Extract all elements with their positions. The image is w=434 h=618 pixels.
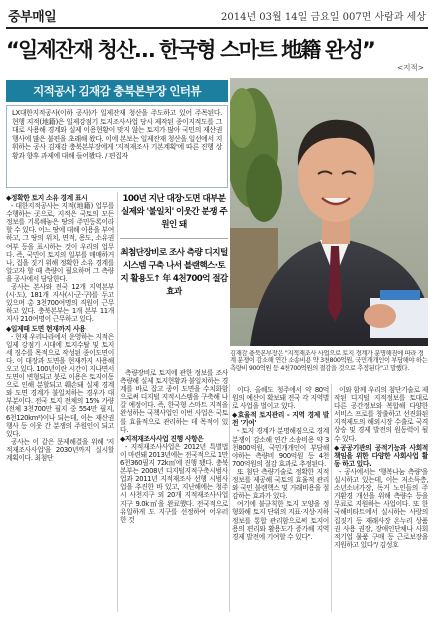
body-paragraph: - 대한지적공사는 지적(地籍) 업무를 수행하는 곳으로, 지적은 국토의 모든 정보를 기록해놓은 땅의 주민등록이라 할 수 있다. 어느 땅에 대해 이용을 부여하고, 그 땅의 위치, 면적, 용도, 소유권 여부 등을 표시하는 것이 우리의 업무다. 즉, 국민이 토지의 일부를 매매하거나, 집을 짓기 위해 정확한 소유 경계를 알고자 할 때 측량이 필요하며 그 측량을 공사에서 담당한다. [6, 202, 114, 283]
column-rule [229, 384, 230, 612]
section-subhead: ◆효율적 토지관리 - 지역 경제 발전 '기여' [232, 411, 329, 428]
dateline: 2014년 03월 14일 금요일 007면 사람과 세상 [221, 12, 426, 23]
interview-photo [230, 78, 428, 346]
pull-quote-1: 100년 지난 대장·도면 대부분 실제와 '불일치' 이웃간 분쟁 주원인 돼 [120, 193, 228, 239]
section-subhead: ◆공공기관의 공적기능과 사회적 책임을 위한 다양한 사회사업 활동 하고 있다. [334, 443, 428, 468]
body-paragraph: 이다. 올해도 청주에서 약 80억 원의 예산이 확보돼 전국 각 지역별로 사업을 벌이고 있다. [232, 386, 329, 411]
body-column-4 [334, 386, 428, 613]
section-subhead: ◆일제때 도면 현재까지 사용 [6, 324, 86, 333]
portrait-photo-illustration [230, 78, 428, 346]
body-paragraph: - 공사에서는 '행복나눔 측량'을 실시하고 있는데, 이는 저소득층, 소년소녀가장, 독거 노인들의 주거환경 개선을 위해 측량수 등을 무료로 지원하는 사업이다. 또 한국해비타트에서 실시하는 사랑의 집짓기 등 재래사장 온누리 상품권 사용 권장, 장애인단체나 사회적기업 물품 구매 등 근로보장을 지원하고 있다"/ 김성호 [334, 467, 428, 549]
section-subhead: ◆정확한 토지 소유 경계 표시 [6, 194, 88, 202]
interview-banner: 지적공사 김재감 충북본부장 인터뷰 [6, 80, 228, 102]
body-paragraph: - 토지 경계가 분명해짐으로 경계 분쟁이 감소해 연간 소송비용 약 3천800억원, 국민개개인이 부담해야하는 측량비 900억원 등 4천700억원의 절감 효과로 추정된다. [232, 427, 329, 468]
body-column-1 [6, 193, 114, 613]
body-column-2 [120, 369, 228, 613]
body-paragraph: 측량장비로 토지에 관한 정보를 조사 측량해 실제 토지현황과 불일치하는 경계를 바로 잡고 종이 도면을 수치화함으로써 디지털 지적시스템을 구축해 나갈 예정이다. 즉, 한국형 스마트 지적을 완성하는 국책사업인 이번 사업은 국토를 효율적으로 관리하는 데 목적이 있다. [120, 369, 228, 434]
body-paragraph: - 지적재조사사업은 2012년 특별법이 마련돼 2013년에는 전국적으로 1만6천360필지 72k㎡에 진행 됐다. 충북본부는 2008년 디지털지적구축시범사업과 2011년 지적재조사 선행 시범사업을 추진한 바 있고, 지난해에는 청주시 사천지구 외 20개 지적재조사사업 지구 9.0k㎡을 완료했다. 전국적으로 유일하게 도 지구를 선정하여 어우러 한 것 [120, 442, 228, 524]
body-paragraph: 이와 함께 우리의 첨단기술로 제작된 디지털 지적정보를 토대로 다른 공간정보와 복합해 다양한 서비스 프로를 창출하고 선진화된 지적제도의 해외시장 수출로 국격 상승 및 경제 발전의 원동력이 될 수 있다. [334, 386, 428, 443]
body-paragraph: - 현재 우리나라에서 운영하는 지적은 일제 강점기 시대에 토지수탈 및 토지세 징수를 목적으로 작성된 종이도면이다. 이 대장과 도면을 현재까지 사용해 오고 있다. 100년이란 시간이 지나면서 도면이 변형되고 붓로 이용은 토지이동으로 인해 분할되고 훼손돼 실제 경계와 도면 경계가 불일치하는 경우가 대부분이다. 전국 토지 전체의 15% 가량 (전체 3천700만 필지 중 554만 필지, 6천120km²)이나 되는데, 이는 재산권 행사 등 이웃 간 분쟁의 주원인이 되고 있다. [6, 332, 114, 438]
headline: “일제잔재 청산… 한국형 스마트 地籍 완성” [6, 38, 374, 62]
body-column-3 [232, 386, 329, 613]
body-paragraph: 여기에 불규칙한 토지 모양을 정형화해 토지 단위의 지표·지상·지하정보를 통합 관리함으로써 토지이용의 편리와 활용도가 증가해 지역 경제 발전에 기여할 수 있다". [232, 500, 329, 541]
newspaper-name: 중부매일 [8, 10, 57, 25]
lead-paragraph: LX대한지적공사(이하 공사)가 일제잔재 청산을 주도하고 있어 주목된다. 현행 지적(地籍)은 일제강점기 토지조사사업 당시 제작된 종이지적도를 그대로 사용해 경계와 실제 이용현황이 맞지 않는 토지가 많아 국민의 재산권 행사에 많은 불편을 초래해 왔다. 이에 본보는 일제잔재 청산을 일선에서 지휘하는 공사 김재감 충북본부장에게 '지적재조사 기본계획'에 따른 진행 상황과 향후 과제에 대해 들어봤다. / 편집자 [6, 105, 228, 188]
pull-quote-2: 최첨단장비로 조사 측량 디지털시스템 구축 나서 블랜핵스·토지 활용도↑ 年 4천700억 절감 효과 [120, 248, 228, 297]
pull-quotes [120, 193, 228, 363]
masthead [8, 6, 426, 24]
section-subhead: ◆지적재조사사업 진행 사항은 [120, 434, 204, 443]
column-rule [331, 384, 332, 612]
column-rule [117, 192, 118, 612]
body-paragraph: 공사는 본사와 전국 12개 지역본부(시·도), 181개 지사(시·군·구)를 두고 있으며 총 3천700여명의 직원이 근무하고 있다. 충북본부는 1개 본부 11개 지사 210여명이 근무하고 있다. [6, 283, 114, 324]
masthead-rule [6, 27, 428, 29]
body-paragraph: 공사는 이 같은 문제해결을 위해 '지적재조사사업'을 2030년까지 실시할 계획이다. 최첨단 [6, 437, 114, 462]
photo-caption: 김재감 충북본부장은 "지적재조사 사업으로 토지 경계가 분명해짐에 따라 경계 분쟁이 감소해 연간 소송비용 약 3천800억원, 국민개개인이 부담해야 하는 측량비 900억원 등 4천700억원의 절감을 것으로 추정된다"고 말했다. [230, 350, 428, 372]
body-paragraph: 또 첨단 측량기술로 정확한 지적정보를 제공해 국토의 효율적 관리와 국민 블랜핵스 및 거래비용을 절감하는 효과가 있다. [232, 467, 329, 501]
headline-credit: <지적> [396, 63, 424, 72]
